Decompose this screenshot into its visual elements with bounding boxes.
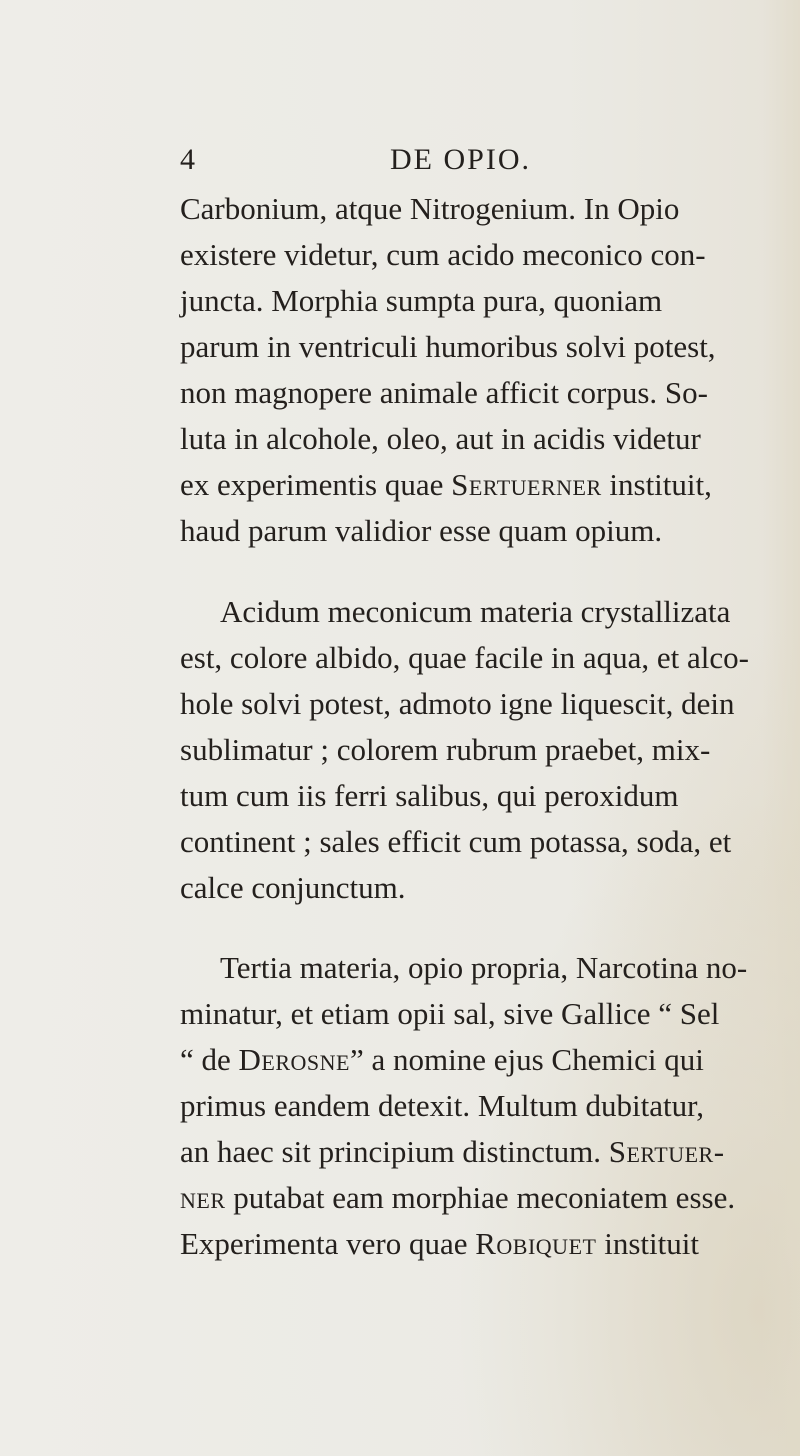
text-line: sublimatur ; colorem rubrum praebet, mix- xyxy=(180,732,711,767)
text-line: Experimenta vero quae Robiquet instituit xyxy=(180,1226,699,1261)
text-line: an haec sit principium distinctum. Sertuer- xyxy=(180,1134,725,1169)
text-line: calce conjunctum. xyxy=(180,870,406,905)
text-line: Carbonium, atque Nitrogenium. In Opio xyxy=(180,191,680,226)
text-line: existere videtur, cum acido meconico con- xyxy=(180,237,706,272)
text-line: minatur, et etiam opii sal, sive Gallice “ Sel xyxy=(180,996,720,1031)
page-number: 4 xyxy=(180,143,195,176)
text-line: Acidum meconicum materia crystallizata xyxy=(220,594,731,629)
text-line: non magnopere animale afficit corpus. So- xyxy=(180,375,708,410)
running-head xyxy=(0,143,800,183)
page-title: DE OPIO. xyxy=(390,143,531,176)
page-edge-shadow xyxy=(762,0,800,1456)
text-line: continent ; sales efficit cum potassa, soda, et xyxy=(180,824,732,859)
text-line: tum cum iis ferri salibus, qui peroxidum xyxy=(180,778,679,813)
text-line: luta in alcohole, oleo, aut in acidis videtur xyxy=(180,421,701,456)
text-line: hole solvi potest, admoto igne liquescit, dein xyxy=(180,686,735,721)
text-line: ex experimentis quae Sertuerner instituit, xyxy=(180,467,712,502)
text-line: primus eandem detexit. Multum dubitatur, xyxy=(180,1088,704,1123)
text-line: “ de Derosne” a nomine ejus Chemici qui xyxy=(180,1042,704,1077)
text-line: haud parum validior esse quam opium. xyxy=(180,513,663,548)
text-line: Tertia materia, opio propria, Narcotina no- xyxy=(220,950,748,985)
text-line: est, colore albido, quae facile in aqua, et alco- xyxy=(180,640,749,675)
text-line: juncta. Morphia sumpta pura, quoniam xyxy=(180,283,663,318)
text-line: ner putabat eam morphiae meconiatem esse. xyxy=(180,1180,736,1215)
text-line: parum in ventriculi humoribus solvi potest, xyxy=(180,329,716,364)
